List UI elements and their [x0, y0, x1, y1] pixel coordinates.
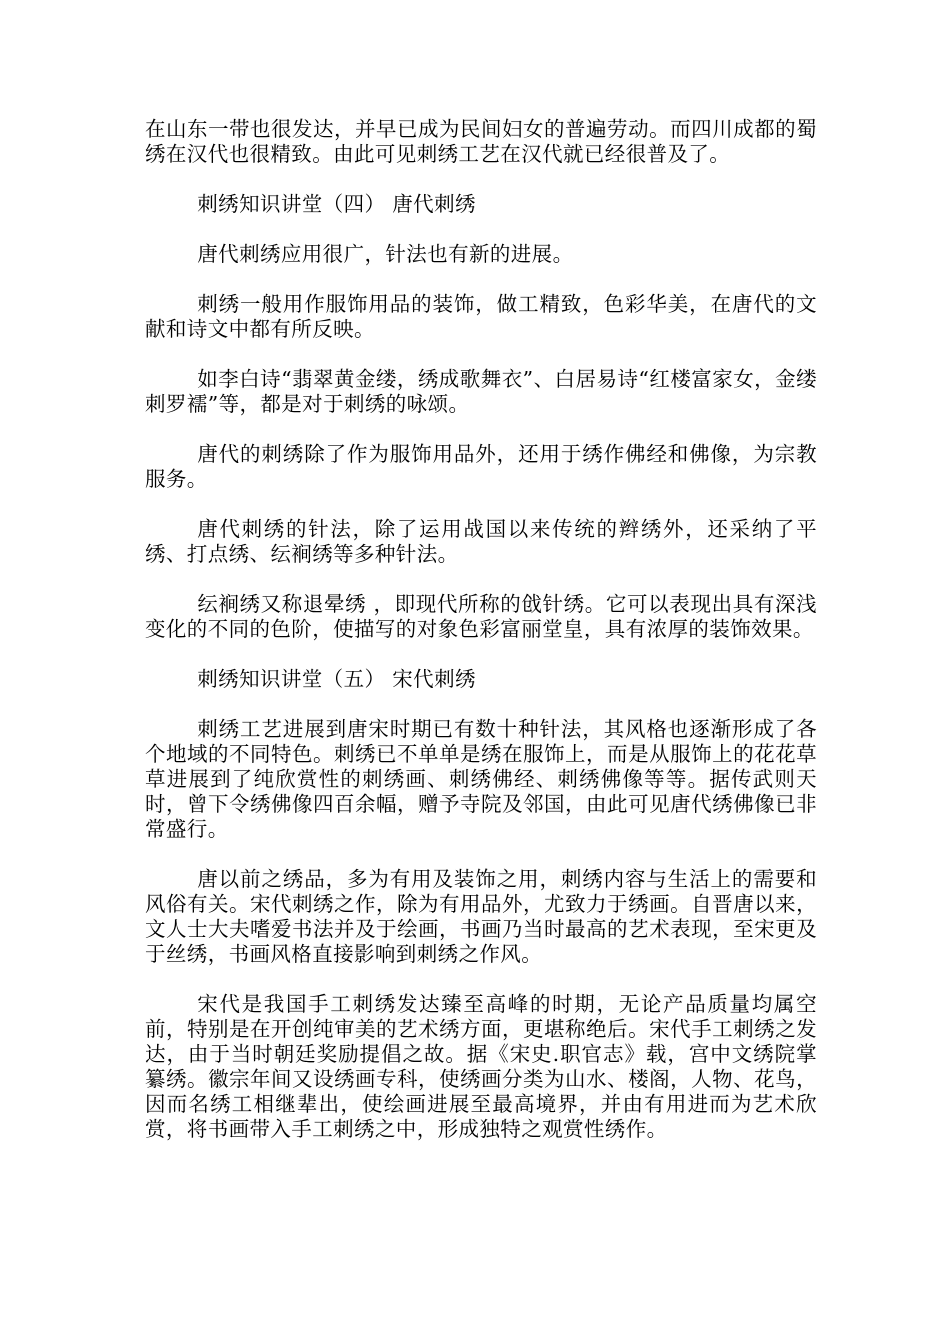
paragraph: 唐代的刺绣除了作为服饰用品外，还用于绣作佛经和佛像，为宗教服务。 — [145, 442, 817, 491]
document-page — [145, 117, 817, 1167]
paragraph: 宋代是我国手工刺绣发达臻至高峰的时期，无论产品质量均属空前，特别是在开创纯审美的艺术绣方面，更堪称绝后。宋代手工刺绣之发达，由于当时朝廷奖励提倡之故。据《宋史.职官志》载，宫中文绣院掌纂绣。徽宗年间又设绣画专科，使绣画分类为山水、楼阁，人物、花鸟，因而名绣工相继辈出，使绘画进展至最高境界，并由有用进而为艺术欣赏，将书画带入手工刺绣之中，形成独特之观赏性绣作。 — [145, 992, 817, 1141]
paragraph: 纭裥绣又称退晕绣 ，即现代所称的戗针绣。它可以表现出具有深浅变化的不同的色阶，使描写的对象色彩富丽堂皇，具有浓厚的装饰效果。 — [145, 592, 817, 641]
paragraph: 如李白诗“翡翠黄金缕，绣成歌舞衣”、白居易诗“红楼富家女，金缕刺罗襦”等，都是对于刺绣的咏颂。 — [145, 367, 817, 416]
section-heading-tang: 刺绣知识讲堂（四） 唐代刺绣 — [197, 192, 476, 216]
paragraph: 刺绣一般用作服饰用品的装饰，做工精致，色彩华美，在唐代的文献和诗文中都有所反映。 — [145, 292, 817, 341]
section-heading-song: 刺绣知识讲堂（五） 宋代刺绣 — [197, 667, 476, 691]
paragraph: 唐代刺绣的针法，除了运用战国以来传统的辫绣外，还采纳了平绣、打点绣、纭裥绣等多种针法。 — [145, 517, 817, 566]
paragraph-han-embroidery-end: 在山东一带也很发达，并早已成为民间妇女的普遍劳动。而四川成都的蜀绣在汉代也很精致。由此可见刺绣工艺在汉代就已经很普及了。 — [145, 117, 817, 166]
paragraph: 唐代刺绣应用很广，针法也有新的进展。 — [197, 242, 574, 266]
paragraph: 唐以前之绣品，多为有用及装饰之用，刺绣内容与生活上的需要和风俗有关。宋代刺绣之作，除为有用品外，尤致力于绣画。自晋唐以来，文人士大夫嗜爱书法并及于绘画，书画乃当时最高的艺术表现，至宋更及于丝绣，书画风格直接影响到刺绣之作风。 — [145, 867, 817, 966]
paragraph: 刺绣工艺进展到唐宋时期已有数十种针法，其风格也逐渐形成了各个地域的不同特色。刺绣已不单单是绣在服饰上，而是从服饰上的花花草草进展到了纯欣赏性的刺绣画、刺绣佛经、刺绣佛像等等。据传武则天时，曾下令绣佛像四百余幅，赠予寺院及邻国，由此可见唐代绣佛像已非常盛行。 — [145, 717, 817, 841]
